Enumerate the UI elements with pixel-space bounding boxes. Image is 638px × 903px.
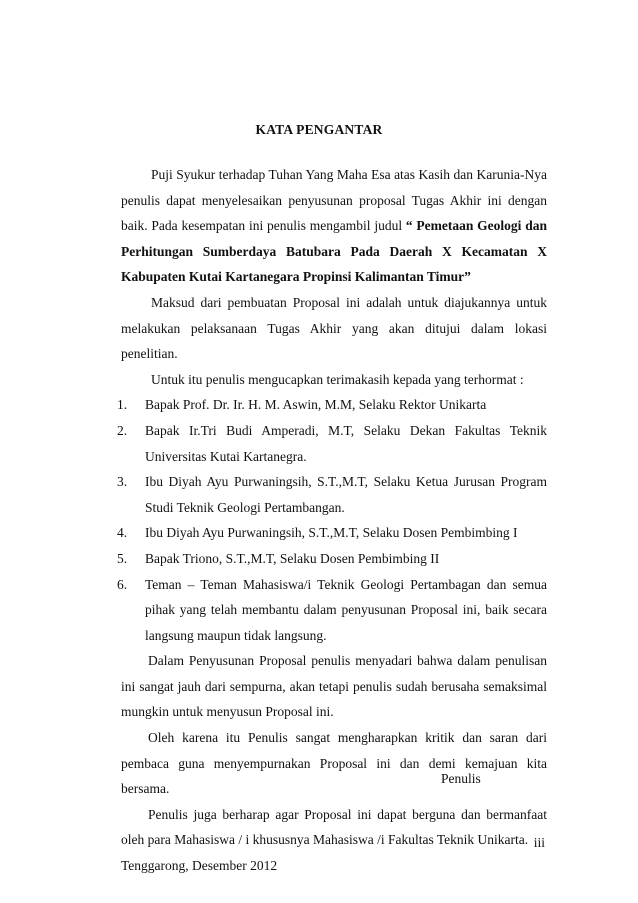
list-item [117,469,547,520]
list-item [117,392,547,418]
list-item [117,418,547,469]
body-text [117,162,547,879]
list-text: Teman – Teman Mahasiswa/i Teknik Geologi Pertambagan dan semua pihak yang telah membantu dalam penyusunan Proposal ini, baik secara langsung maupun tidak langsung. [145,576,547,643]
list-text: Bapak Ir.Tri Budi Amperadi, M.T, Selaku Dekan Fakultas Teknik Universitas Kutai Kartanegra. [145,422,547,464]
signature-label: Penulis [441,771,481,786]
list-number: 1. [117,397,128,413]
page-title: KATA PENGANTAR [255,122,383,137]
intro-text: Puji Syukur terhadap Tuhan Yang Maha Esa atas Kasih dan Karunia-Nya penulis dapat menyelesaikan penyusunan proposal Tugas Akhir ini dengan baik. Pada kesempatan ini penulis mengambil judul [121,167,547,234]
paragraph-hope: Penulis juga berharap agar Proposal ini dapat berguna dan bermanfaat oleh para Mahasiswa / i khususnya Mahasiswa /i Fakultas Teknik Unikarta. [121,806,547,848]
list-item [117,546,547,572]
list-number: 3. [117,474,128,490]
list-item [117,520,547,546]
paragraph-thanks-intro: Untuk itu penulis mengucapkan terimakasih kepada yang terhormat : [151,371,524,387]
list-number: 4. [117,525,128,541]
paragraph-intro [121,162,547,290]
paragraph-purpose: Maksud dari pembuatan Proposal ini adalah untuk diajukannya untuk melakukan pelaksanaan Tugas Akhir yang akan ditujui dalam lokasi penelitian. [121,294,547,362]
thanks-list [117,392,547,648]
paragraph-feedback: Oleh karena itu Penulis sangat mengharapkan kritik dan saran dari pembaca guna menyempurnakan Proposal ini dan demi kemajuan kita bersama. [121,730,547,797]
place-date: Tenggarong, Desember 2012 [121,858,278,874]
paragraph-awareness: Dalam Penyusunan Proposal penulis menyadari bahwa dalam penulisan ini sangat jauh dari sempurna, akan tetapi penulis sudah berusaha semaksimal mungkin untuk menyusun Proposal ini. [121,653,547,720]
proposal-title: “ Pemetaan Geologi dan Perhitungan Sumberdaya Batubara Pada Daerah X Kecamatan X Kabupaten Kutai Kartanegara Propinsi Kalimantan Timur” [121,218,547,285]
list-item [117,572,547,649]
page-number: iii [533,835,545,850]
list-text: Bapak Prof. Dr. Ir. H. M. Aswin, M.M, Selaku Rektor Unikarta [145,397,487,413]
list-number: 5. [117,550,128,566]
list-text: Ibu Diyah Ayu Purwaningsih, S.T.,M.T, Selaku Ketua Jurusan Program Studi Teknik Geologi Pertambangan. [145,474,547,515]
list-number: 6. [117,576,128,592]
list-text: Bapak Triono, S.T.,M.T, Selaku Dosen Pembimbing II [145,550,440,566]
list-text: Ibu Diyah Ayu Purwaningsih, S.T.,M.T, Selaku Dosen Pembimbing I [145,525,518,541]
list-number: 2. [117,422,128,438]
